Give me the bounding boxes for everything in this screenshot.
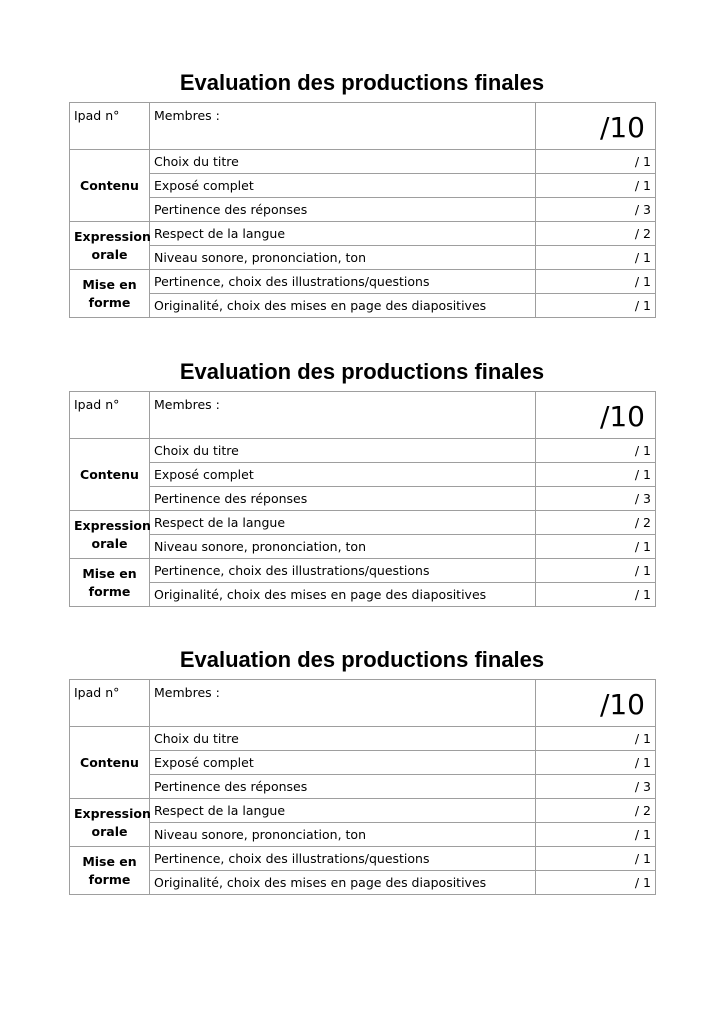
criterion-label: Niveau sonore, prononciation, ton [150,823,536,847]
criterion-label: Exposé complet [150,751,536,775]
total-score: /10 [536,103,656,150]
criterion-label: Originalité, choix des mises en page des diapositives [150,583,536,607]
header-row [70,392,656,439]
sheet-title: Evaluation des productions finales [179,647,545,672]
table-row [70,583,656,607]
criterion-score: / 1 [536,270,656,294]
evaluation-table [69,679,656,895]
table-row [70,511,656,535]
category-expression-orale: Expression orale [70,511,150,559]
criterion-score: / 1 [536,559,656,583]
criterion-label: Originalité, choix des mises en page des diapositives [150,294,536,318]
evaluation-sheet [69,357,655,607]
table-row [70,751,656,775]
criterion-score: / 1 [536,439,656,463]
total-score: /10 [536,392,656,439]
criterion-score: / 1 [536,751,656,775]
criterion-label: Originalité, choix des mises en page des diapositives [150,871,536,895]
members-field[interactable]: Membres : [150,680,536,727]
table-row [70,463,656,487]
table-row [70,198,656,222]
criterion-score: / 1 [536,150,656,174]
criterion-score: / 2 [536,222,656,246]
criterion-label: Niveau sonore, prononciation, ton [150,246,536,270]
criterion-label: Pertinence, choix des illustrations/questions [150,559,536,583]
table-row [70,270,656,294]
criterion-score: / 3 [536,775,656,799]
criterion-label: Choix du titre [150,727,536,751]
criterion-score: / 3 [536,198,656,222]
evaluation-table [69,391,656,607]
table-row [70,823,656,847]
criterion-score: / 1 [536,727,656,751]
category-expression-orale: Expression orale [70,799,150,847]
sheet-title: Evaluation des productions finales [179,70,545,95]
criterion-score: / 1 [536,823,656,847]
criterion-score: / 1 [536,463,656,487]
criterion-label: Pertinence, choix des illustrations/questions [150,270,536,294]
criterion-label: Niveau sonore, prononciation, ton [150,535,536,559]
members-field[interactable]: Membres : [150,392,536,439]
criterion-score: / 1 [536,174,656,198]
criterion-score: / 1 [536,246,656,270]
criterion-label: Choix du titre [150,439,536,463]
criterion-label: Choix du titre [150,150,536,174]
table-row [70,871,656,895]
criterion-score: / 2 [536,511,656,535]
table-row [70,174,656,198]
table-row [70,799,656,823]
criterion-label: Pertinence, choix des illustrations/questions [150,847,536,871]
evaluation-table [69,102,656,318]
category-expression-orale: Expression orale [70,222,150,270]
total-score: /10 [536,680,656,727]
members-field[interactable]: Membres : [150,103,536,150]
criterion-label: Pertinence des réponses [150,198,536,222]
sheet-title: Evaluation des productions finales [179,359,545,384]
category-mise-en-forme: Mise en forme [70,559,150,607]
ipad-number-field[interactable]: Ipad n° [70,392,150,439]
table-row [70,775,656,799]
table-row [70,727,656,751]
ipad-number-field[interactable]: Ipad n° [70,103,150,150]
category-contenu: Contenu [70,727,150,799]
evaluation-sheet [69,68,655,318]
criterion-label: Respect de la langue [150,222,536,246]
table-row [70,535,656,559]
criterion-label: Respect de la langue [150,511,536,535]
table-row [70,847,656,871]
criterion-score: / 1 [536,847,656,871]
category-mise-en-forme: Mise en forme [70,270,150,318]
table-row [70,246,656,270]
header-row [70,103,656,150]
criterion-label: Respect de la langue [150,799,536,823]
table-row [70,439,656,463]
criterion-score: / 1 [536,583,656,607]
criterion-label: Exposé complet [150,463,536,487]
category-mise-en-forme: Mise en forme [70,847,150,895]
category-contenu: Contenu [70,439,150,511]
criterion-label: Exposé complet [150,174,536,198]
ipad-number-field[interactable]: Ipad n° [70,680,150,727]
criterion-score: / 2 [536,799,656,823]
criterion-score: / 1 [536,871,656,895]
header-row [70,680,656,727]
table-row [70,559,656,583]
criterion-label: Pertinence des réponses [150,775,536,799]
table-row [70,150,656,174]
criterion-score: / 1 [536,294,656,318]
table-row [70,294,656,318]
table-row [70,222,656,246]
evaluation-sheet [69,645,655,895]
criterion-score: / 1 [536,535,656,559]
category-contenu: Contenu [70,150,150,222]
criterion-label: Pertinence des réponses [150,487,536,511]
table-row [70,487,656,511]
criterion-score: / 3 [536,487,656,511]
